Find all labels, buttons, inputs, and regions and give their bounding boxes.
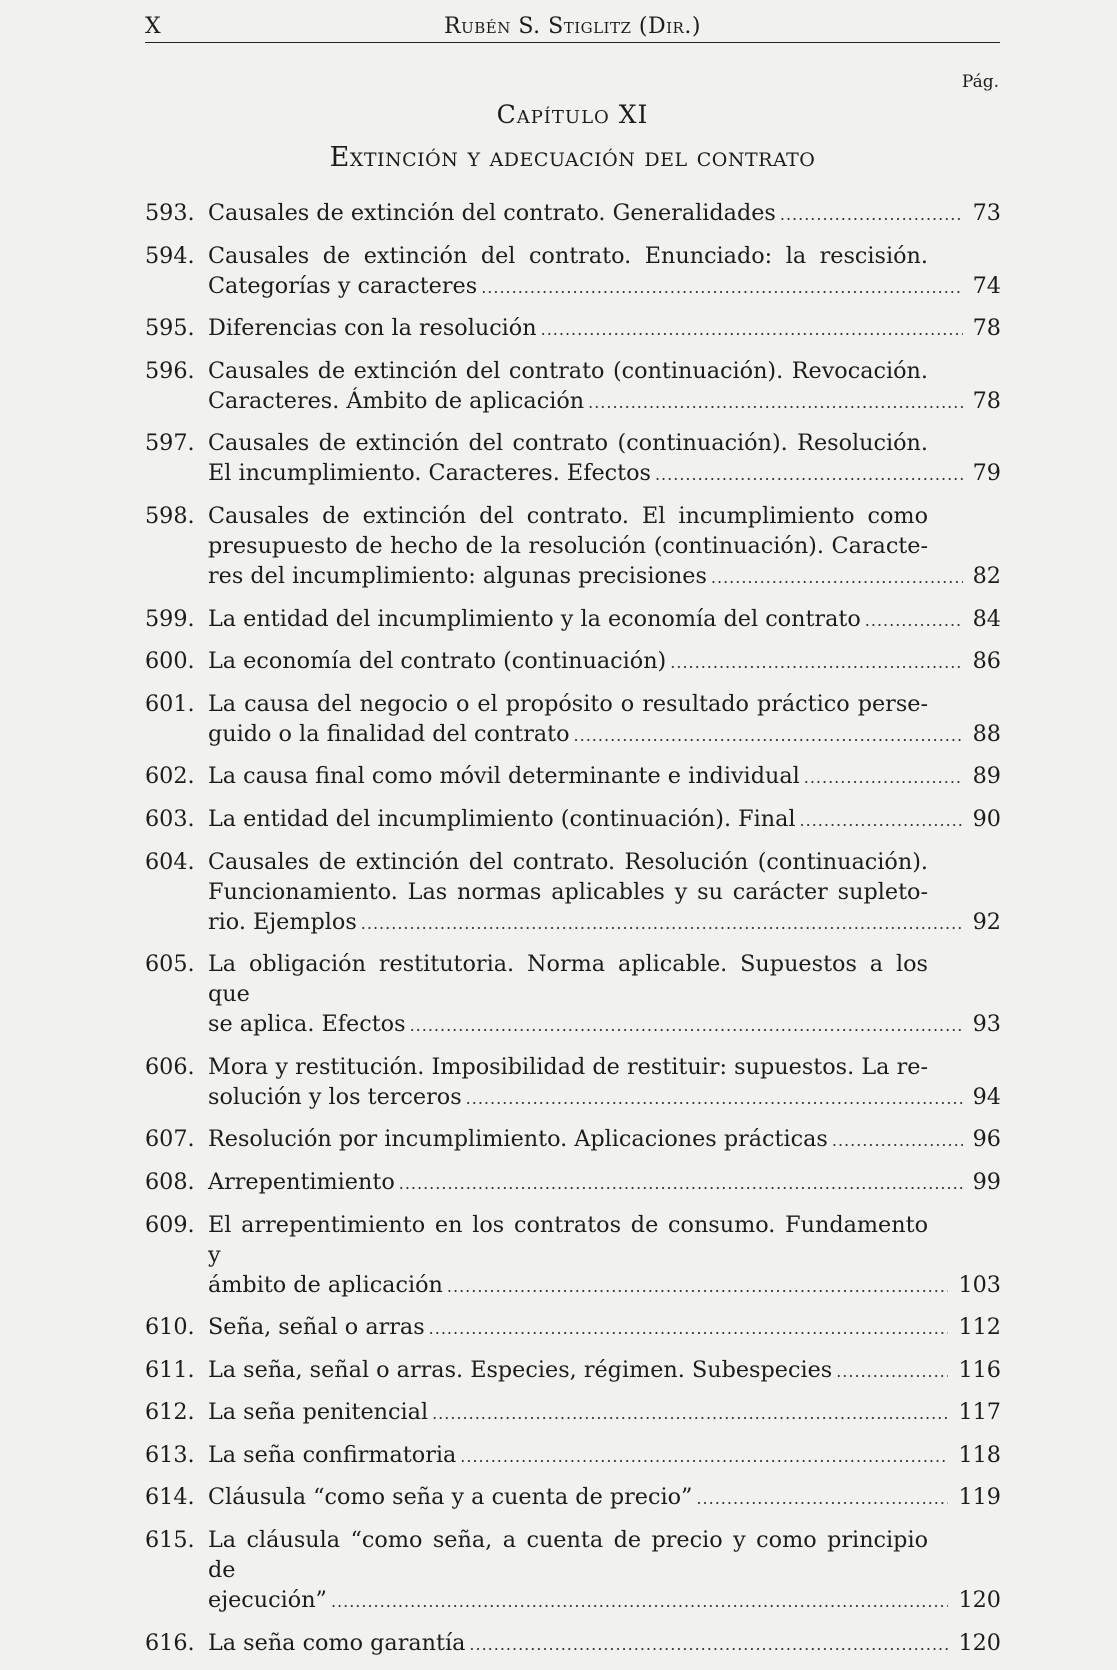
entry-title-line: guido o la finalidad del contrato <box>208 720 570 747</box>
entry-page-number: 93 <box>972 1011 1001 1038</box>
dot-leader <box>780 200 963 230</box>
entry-title-line: Caracteres. Ámbito de aplicación <box>208 387 585 414</box>
entry-number: 616. <box>145 1629 195 1656</box>
entry-page-number: 99 <box>972 1168 1001 1195</box>
toc-entry <box>145 1397 1001 1440</box>
entry-number: 603. <box>145 805 195 832</box>
entry-page-number: 116 <box>958 1356 1001 1383</box>
entry-title-line: Causales de extinción del contrato. El incumplimiento como <box>208 502 928 529</box>
entry-page-number: 103 <box>958 1271 1001 1298</box>
toc-entry <box>145 1482 1001 1525</box>
entry-page-number: 92 <box>972 908 1001 935</box>
entry-title-line: Funcionamiento. Las normas aplicables y su carácter supleto- <box>208 878 928 905</box>
entry-title-line: La causa del negocio o el propósito o resultado práctico perse- <box>208 690 928 717</box>
toc-entry <box>145 428 1001 501</box>
entry-title-line: La seña, señal o arras. Especies, régimen. Subespecies <box>208 1356 833 1383</box>
entry-title-line: Arrepentimiento <box>208 1168 395 1195</box>
entry-title-line: La entidad del incumplimiento y la economía del contrato <box>208 605 861 632</box>
entry-title-line: rio. Ejemplos <box>208 908 357 935</box>
toc-entry <box>145 1525 1001 1628</box>
entry-number: 600. <box>145 648 195 675</box>
entry-number: 609. <box>145 1211 195 1238</box>
entry-number: 593. <box>145 200 195 226</box>
entry-title-line: se aplica. Efectos <box>208 1011 406 1038</box>
entry-page-number: 86 <box>972 648 1001 675</box>
entry-page-number: 94 <box>972 1083 1001 1110</box>
toc-entry <box>145 356 1001 429</box>
entry-title-line: ámbito de aplicación <box>208 1271 443 1298</box>
entry-page-number: 78 <box>972 387 1001 414</box>
toc-entry <box>145 847 1001 950</box>
running-head <box>145 8 1000 43</box>
dot-leader <box>865 606 963 636</box>
toc-entry <box>145 1440 1001 1483</box>
entry-title-line: res del incumplimiento: algunas precisiones <box>208 562 707 589</box>
toc-entry <box>145 1124 1001 1167</box>
dot-leader <box>804 763 963 793</box>
entry-number: 615. <box>145 1527 195 1554</box>
entry-page-number: 119 <box>958 1484 1001 1511</box>
dot-leader <box>331 1587 948 1617</box>
entry-number: 605. <box>145 951 195 978</box>
entry-number: 607. <box>145 1126 195 1153</box>
toc-entry <box>145 501 1001 604</box>
entry-title-line: La entidad del incumplimiento (continuación). Final <box>208 805 796 832</box>
table-of-contents <box>145 198 1001 1670</box>
folio-number: X <box>145 14 161 39</box>
entry-title-line: La causa final como móvil determinante e individual <box>208 763 800 790</box>
entry-title-line: Diferencias con la resolución <box>208 315 537 342</box>
entry-number: 596. <box>145 357 195 384</box>
entry-page-number: 84 <box>972 605 1001 632</box>
dot-leader <box>429 1314 949 1344</box>
entry-number: 601. <box>145 690 195 717</box>
dot-leader <box>399 1169 963 1199</box>
entry-title-line: Causales de extinción del contrato. Enunciado: la rescisión. <box>208 242 928 269</box>
toc-entry <box>145 1312 1001 1355</box>
entry-number: 608. <box>145 1168 195 1195</box>
entry-number: 597. <box>145 430 195 457</box>
dot-leader <box>541 315 963 345</box>
entry-number: 602. <box>145 763 195 790</box>
chapter-title: Extinción y adecuación del contrato <box>329 142 816 173</box>
dot-leader <box>466 1084 963 1114</box>
dot-leader <box>696 1484 948 1514</box>
toc-entry <box>145 198 1001 241</box>
dot-leader <box>800 806 963 836</box>
entry-number: 611. <box>145 1356 195 1383</box>
toc-entry <box>145 1628 1001 1670</box>
entry-number: 594. <box>145 242 195 269</box>
dot-leader <box>574 721 963 751</box>
entry-page-number: 79 <box>972 460 1001 487</box>
entry-number: 612. <box>145 1399 195 1426</box>
entry-title-line: La seña penitencial <box>208 1399 429 1426</box>
entry-page-number: 120 <box>958 1629 1001 1656</box>
running-title: Rubén S. Stiglitz (Dir.) <box>444 14 701 39</box>
dot-leader <box>588 388 963 418</box>
entry-page-number: 90 <box>972 805 1001 832</box>
entry-title-line: La obligación restitutoria. Norma aplicable. Supuestos a los que <box>208 951 928 1008</box>
entry-number: 604. <box>145 848 195 875</box>
entry-title-line: La seña confirmatoria <box>208 1441 457 1468</box>
dot-leader <box>410 1011 963 1041</box>
toc-entry <box>145 804 1001 847</box>
chapter-label: Capítulo XI <box>496 100 649 129</box>
entry-title-line: Causales de extinción del contrato. Resolución (continuación). <box>208 848 928 875</box>
entry-number: 598. <box>145 502 195 529</box>
entry-number: 599. <box>145 605 195 632</box>
entry-title-line: El incumplimiento. Caracteres. Efectos <box>208 460 651 487</box>
toc-entry <box>145 1210 1001 1313</box>
dot-leader <box>361 909 963 939</box>
entry-title-line: Causales de extinción del contrato (continuación). Resolución. <box>208 430 928 457</box>
toc-entry <box>145 689 1001 762</box>
dot-leader <box>460 1442 948 1472</box>
dot-leader <box>670 648 962 678</box>
entry-title-line: La economía del contrato (continuación) <box>208 648 667 675</box>
toc-entry <box>145 1167 1001 1210</box>
page-column-label: Pág. <box>961 72 999 92</box>
entry-page-number: 118 <box>958 1441 1001 1468</box>
entry-title-line: Mora y restitución. Imposibilidad de restituir: supuestos. La re- <box>208 1053 928 1080</box>
entry-title-line: Causales de extinción del contrato. Generalidades <box>208 200 776 226</box>
toc-entry <box>145 1052 1001 1125</box>
dot-leader <box>481 273 962 303</box>
dot-leader <box>711 563 963 593</box>
dot-leader <box>836 1357 948 1387</box>
entry-title-line: El arrepentimiento en los contratos de consumo. Fundamento y <box>208 1211 928 1268</box>
dot-leader <box>432 1399 948 1429</box>
entry-title-line: presupuesto de hecho de la resolución (continuación). Caracte- <box>208 532 928 559</box>
entry-title-line: La seña como garantía <box>208 1629 466 1656</box>
toc-entry <box>145 761 1001 804</box>
entry-page-number: 120 <box>958 1587 1001 1614</box>
toc-entry <box>145 241 1001 314</box>
entry-page-number: 117 <box>958 1399 1001 1426</box>
entry-page-number: 73 <box>972 200 1001 226</box>
dot-leader <box>832 1126 963 1156</box>
entry-title-line: Causales de extinción del contrato (continuación). Revocación. <box>208 357 928 384</box>
toc-entry <box>145 1355 1001 1398</box>
entry-title-line: Resolución por incumplimiento. Aplicaciones prácticas <box>208 1126 828 1153</box>
entry-title-line: ejecución” <box>208 1587 327 1614</box>
entry-page-number: 82 <box>972 562 1001 589</box>
entry-title-line: Cláusula “como seña y a cuenta de precio” <box>208 1484 693 1511</box>
dot-leader <box>655 460 963 490</box>
entry-number: 614. <box>145 1484 195 1511</box>
entry-page-number: 112 <box>958 1314 1001 1341</box>
toc-entry <box>145 646 1001 689</box>
entry-title-line: La cláusula “como seña, a cuenta de precio y como principio de <box>208 1527 928 1584</box>
dot-leader <box>469 1630 948 1660</box>
toc-entry <box>145 949 1001 1052</box>
dot-leader <box>447 1272 949 1302</box>
entry-number: 613. <box>145 1441 195 1468</box>
entry-page-number: 74 <box>972 272 1001 299</box>
entry-number: 610. <box>145 1314 195 1341</box>
toc-entry <box>145 313 1001 356</box>
entry-number: 606. <box>145 1053 195 1080</box>
entry-title-line: Categorías y caracteres <box>208 272 478 299</box>
toc-entry <box>145 604 1001 647</box>
entry-page-number: 89 <box>972 763 1001 790</box>
entry-page-number: 78 <box>972 315 1001 342</box>
entry-page-number: 88 <box>972 720 1001 747</box>
entry-number: 595. <box>145 315 195 342</box>
entry-title-line: solución y los terceros <box>208 1083 462 1110</box>
entry-page-number: 96 <box>972 1126 1001 1153</box>
entry-title-line: Seña, señal o arras <box>208 1314 425 1341</box>
